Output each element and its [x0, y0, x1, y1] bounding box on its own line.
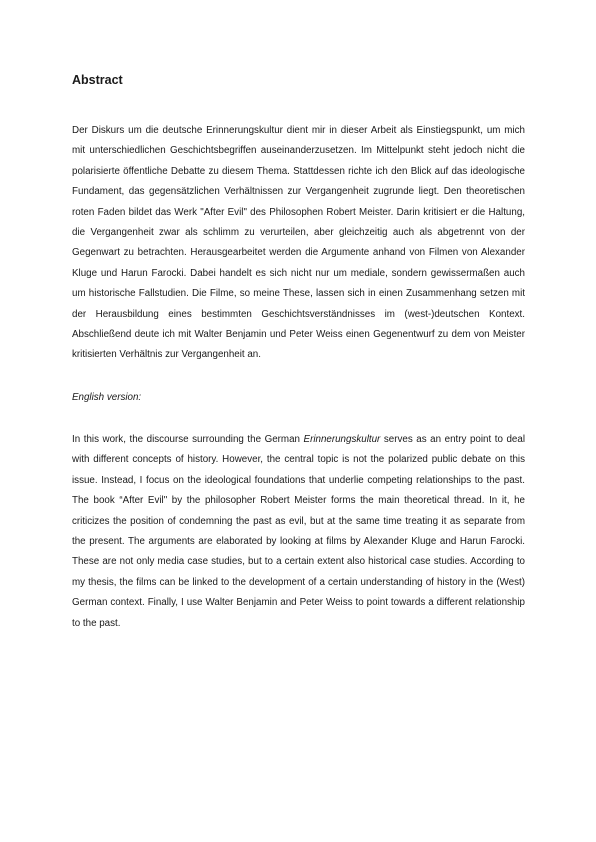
english-text-rest: serves as an entry point to deal with different concepts of history. However, the central topic is not the polarized public debate on this issue. Instead, I focus on the ideological foundations that underlie competing relationships to the past. The book “After Evil" by the philosopher Robert Meister forms the main theoretical thread. In it, he criticizes the position of condemning the past as evil, but at the same time treating it as separate from the present. The arguments are elaborated by looking at films by Alexander Kluge and Harun Farocki. These are not only media case studies, but to a certain extent also historical case studies. According to my thesis, the films can be linked to the development of a certain understanding of history in the (West) German context. Finally, I use Walter Benjamin and Peter Weiss to point towards a different relationship to the past.: [72, 433, 525, 629]
english-text-start: In this work, the discourse surrounding the German: [72, 433, 304, 445]
abstract-heading: Abstract: [72, 73, 123, 87]
english-italic-term: Erinnerungskultur: [303, 433, 381, 445]
document-page: [72, 70, 525, 634]
german-abstract-paragraph: Der Diskurs um die deutsche Erinnerungskultur dient mir in dieser Arbeit als Einstiegspunkt, um mich mit unterschiedlichen Geschichtsbegriffen auseinanderzusetzen. Im Mittelpunkt steht jedoch nicht die polarisierte öffentliche Debatte zu diesem Thema. Stattdessen richte ich den Blick auf das ideologische Fundament, das gegensätzlichen Verhältnissen zur Vergangenheit zugrunde liegt. Den theoretischen roten Faden bildet das Werk "After Evil" des Philosophen Robert Meister. Darin kritisiert er die Haltung, die Vergangenheit zwar als schlimm zu verurteilen, aber gleichzeitig auch als abgetrennt von der Gegenwart zu betrachten. Herausgearbeitet werden die Argumente anhand von Filmen von Alexander Kluge und Harun Farocki. Dabei handelt es sich nicht nur um mediale, sondern gewissermaßen auch um historische Fallstudien. Die Filme, so meine These, lassen sich in einen Zusammenhang setzen mit der Herausbildung eines bestimmten Geschichtsverständnisses im (west-)deutschen Kontext. Abschließend deute ich mit Walter Benjamin und Peter Weiss einen Gegenentwurf zu dem von Meister kritisierten Verhältnis zur Vergangenheit an.: [72, 125, 525, 361]
english-abstract-paragraph: [72, 430, 525, 634]
english-version-label: English version:: [72, 391, 142, 403]
